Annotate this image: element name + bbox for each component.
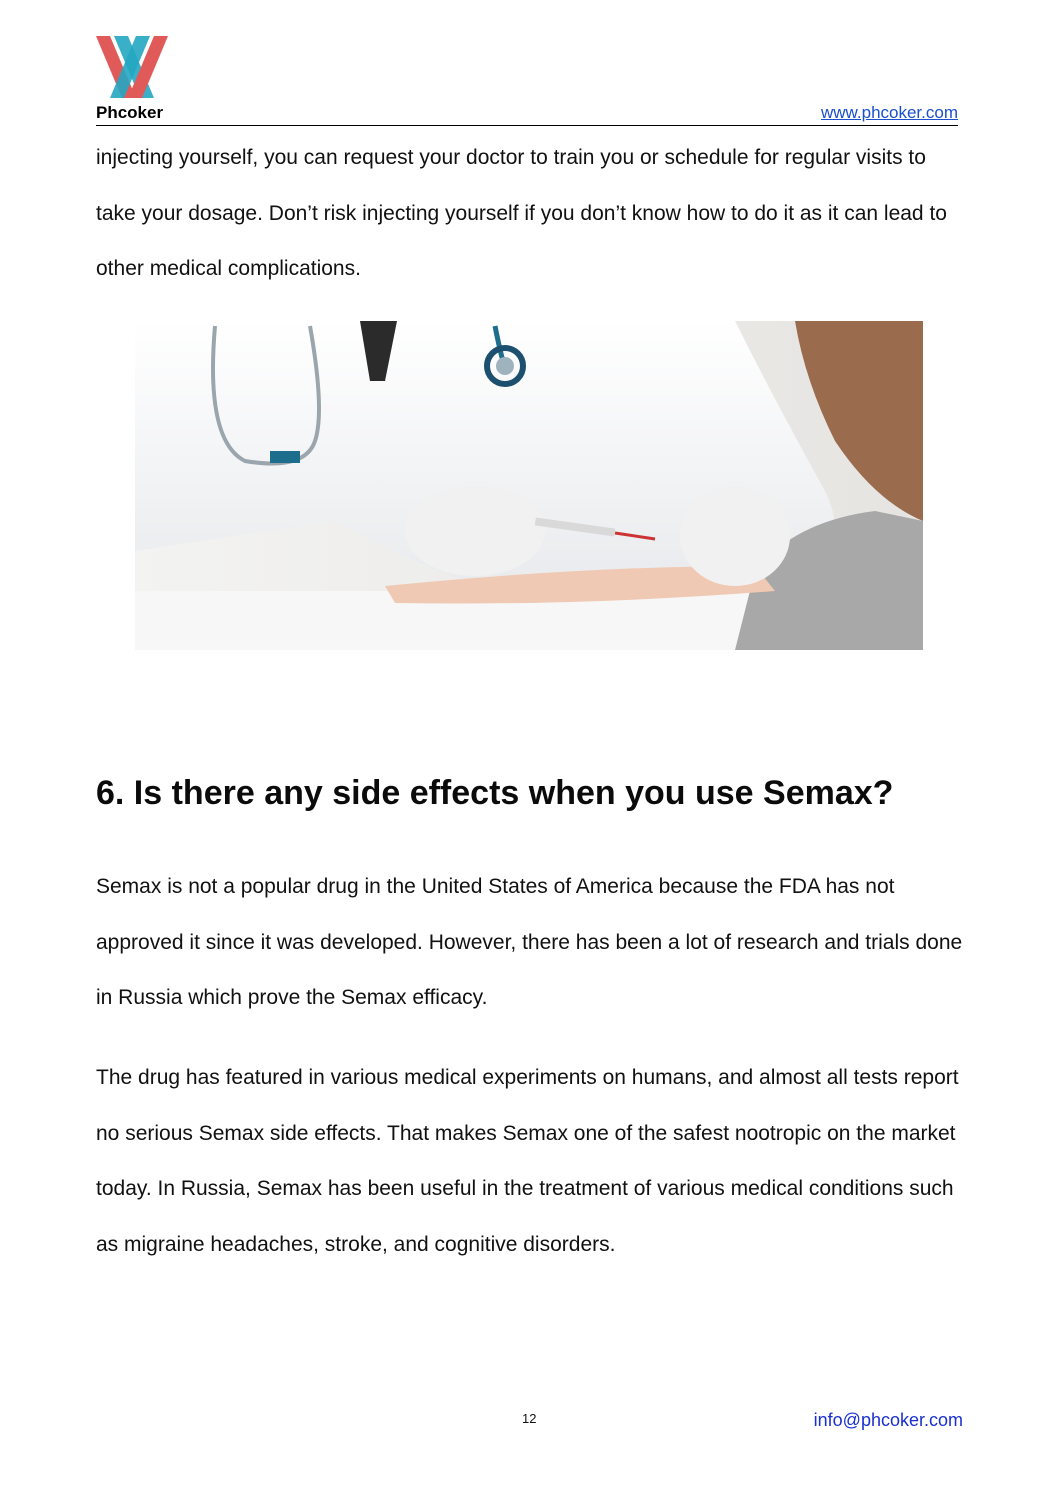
page-number: 12 <box>522 1411 537 1426</box>
intro-paragraph: injecting yourself, you can request your doctor to train you or schedule for regular visits to take your dosage. Don’t risk injecting yourself if you don’t know how to do it as it can lead to other medical complications. <box>96 146 947 280</box>
paragraph-side-effects: The drug has featured in various medical experiments on humans, and almost all tests report no serious Semax side effects. That makes Semax one of the safest nootropic on the market today. In Russia, Semax has been useful in the treatment of various medical conditions such as migraine headaches, stroke, and cognitive disorders. <box>96 1066 959 1256</box>
phcoker-logo-icon <box>96 36 168 98</box>
section-heading: 6. Is there any side effects when you use Semax? <box>96 774 894 812</box>
page-header <box>96 36 958 126</box>
paragraph-fda: Semax is not a popular drug in the United States of America because the FDA has not approved it since it was developed. However, there has been a lot of research and trials done in Russia which prove the Semax efficacy. <box>96 875 963 1009</box>
header-divider <box>96 125 958 126</box>
website-link[interactable]: www.phcoker.com <box>821 103 958 122</box>
brand-name: Phcoker <box>96 103 164 122</box>
doctor-injection-photo <box>135 321 923 650</box>
contact-email-link[interactable]: info@phcoker.com <box>813 1410 963 1430</box>
